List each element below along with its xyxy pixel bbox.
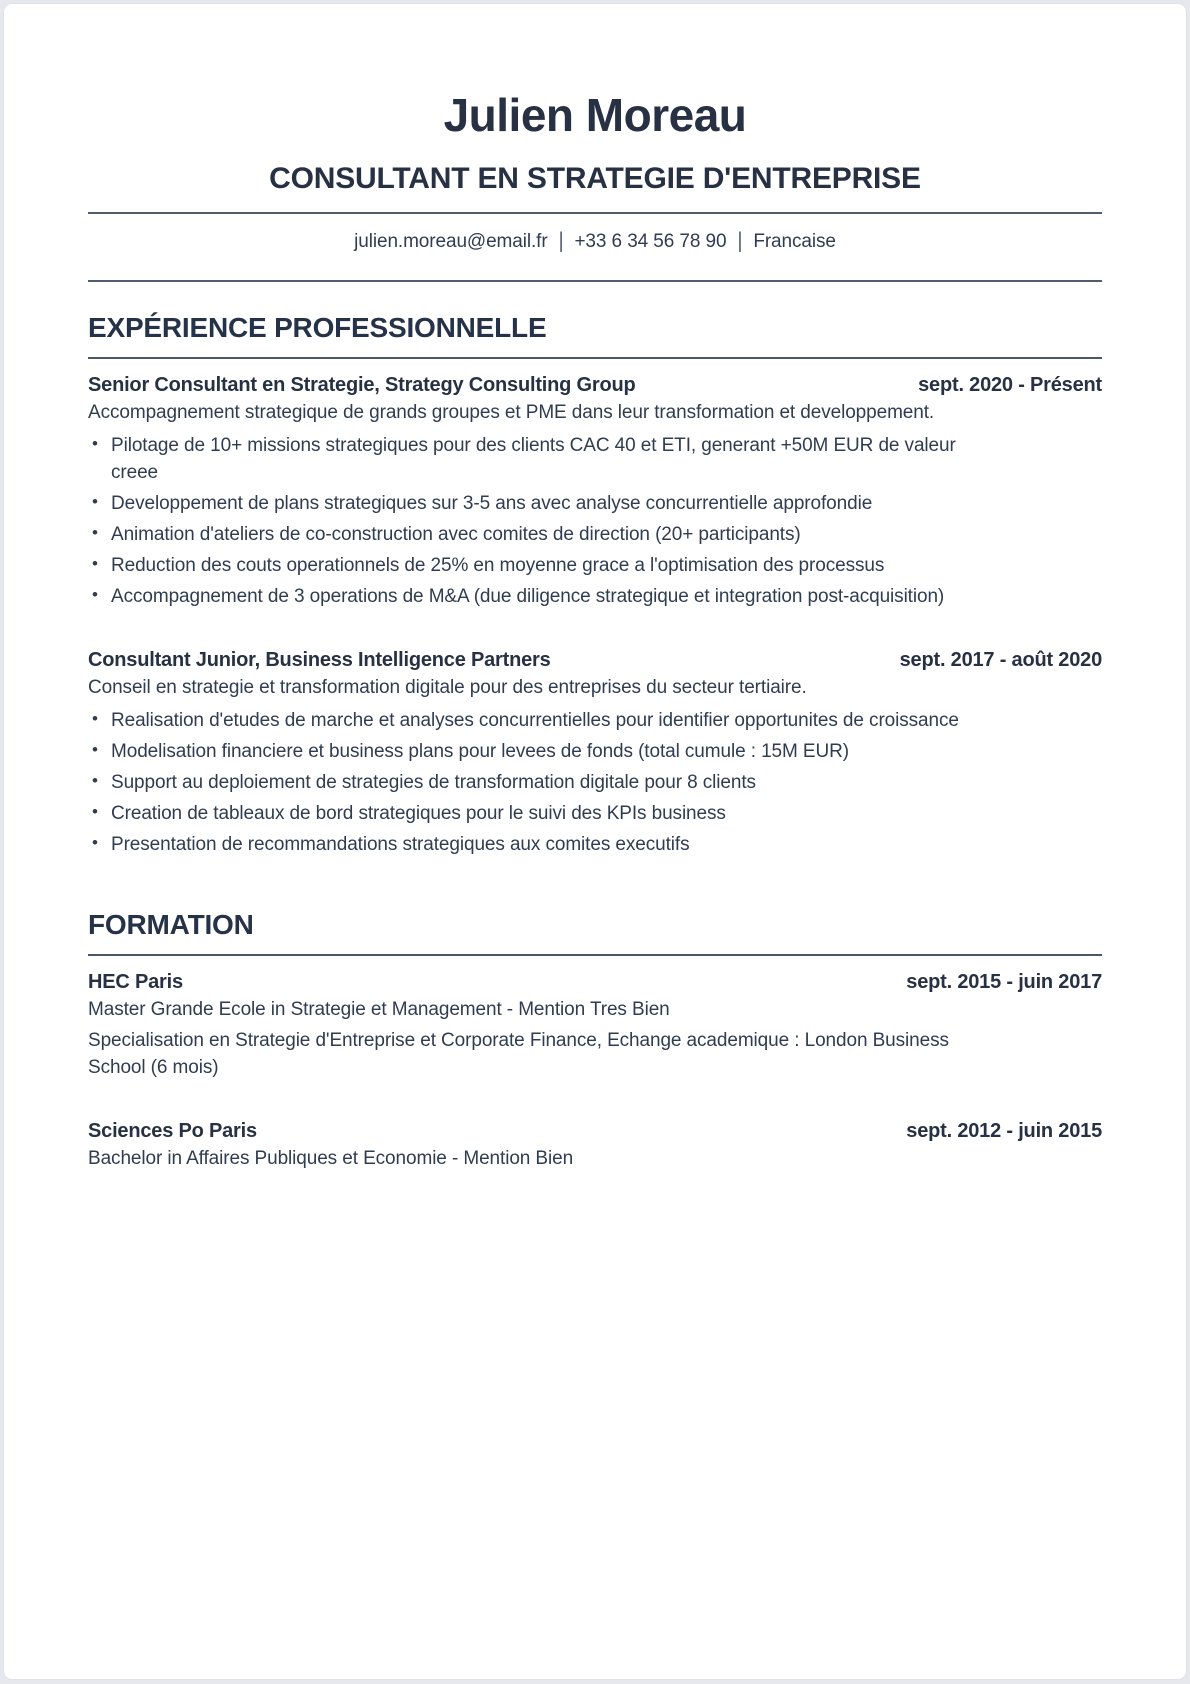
candidate-title: CONSULTANT EN STRATEGIE D'ENTREPRISE xyxy=(269,162,921,195)
job-entry xyxy=(88,371,1102,610)
bullet-text: Pilotage de 10+ missions strategiques pour des clients CAC 40 et ETI, generant +50M EUR de valeur creee xyxy=(111,435,956,483)
school-entry xyxy=(88,1117,1102,1173)
job-bullets xyxy=(88,432,1102,610)
school-entry-head xyxy=(88,968,1102,996)
resume-header xyxy=(88,4,1102,282)
job-summary: Accompagnement strategique de grands groupes et PME dans leur transformation et developpement. xyxy=(88,402,935,423)
school-degree: Bachelor in Affaires Publiques et Economie - Mention Bien xyxy=(88,1148,574,1169)
formation-heading: FORMATION xyxy=(88,909,254,940)
job-entry-head xyxy=(88,371,1102,399)
bullet-dot-icon: • xyxy=(92,709,98,728)
resume-page xyxy=(3,3,1187,1680)
bullet-dot-icon: • xyxy=(92,771,98,790)
bullet-text: Creation de tableaux de bord strategiques pour le suivi des KPIs business xyxy=(111,803,726,824)
job-entry-head xyxy=(88,646,1102,674)
experience-heading: EXPÉRIENCE PROFESSIONNELLE xyxy=(88,312,547,343)
contact-separator: | xyxy=(558,229,564,254)
bullet-item xyxy=(88,831,1102,858)
bullet-text: Support au deploiement de strategies de transformation digitale pour 8 clients xyxy=(111,772,756,793)
bullet-item xyxy=(88,432,998,486)
bullet-text: Modelisation financiere et business plans pour levees de fonds (total cumule : 15M EUR) xyxy=(111,741,849,762)
bullet-dot-icon: • xyxy=(92,492,98,511)
school-entry-head xyxy=(88,1117,1102,1145)
job-summary: Conseil en strategie et transformation digitale pour des entreprises du secteur tertiaire. xyxy=(88,677,807,698)
school-name: HEC Paris xyxy=(88,971,183,993)
bullet-item xyxy=(88,490,1102,517)
contact-separator: | xyxy=(737,229,743,254)
bullet-dot-icon: • xyxy=(92,434,98,453)
school-details: Specialisation en Strategie d'Entreprise et Corporate Finance, Echange academique : London Business School (6 mois) xyxy=(88,1030,949,1078)
bullet-dot-icon: • xyxy=(92,523,98,542)
bullet-item xyxy=(88,552,1102,579)
bullet-text: Accompagnement de 3 operations de M&A (due diligence strategique et integration post-acquisition) xyxy=(111,586,945,607)
bullet-dot-icon: • xyxy=(92,554,98,573)
contact-email: julien.moreau@email.fr xyxy=(354,231,548,252)
bullet-item xyxy=(88,800,1102,827)
bullet-text: Realisation d'etudes de marche et analyses concurrentielles pour identifier opportunites de croissance xyxy=(111,710,959,731)
school-dates: sept. 2015 - juin 2017 xyxy=(906,971,1102,993)
bullet-dot-icon: • xyxy=(92,833,98,852)
school-name: Sciences Po Paris xyxy=(88,1120,257,1142)
bullet-item xyxy=(88,707,1102,734)
bullet-item xyxy=(88,738,1102,765)
school-degree: Master Grande Ecole in Strategie et Management - Mention Tres Bien xyxy=(88,999,670,1020)
bullet-text: Presentation de recommandations strategiques aux comites executifs xyxy=(111,834,690,855)
job-title: Consultant Junior, Business Intelligence Partners xyxy=(88,649,551,671)
contact-phone: +33 6 34 56 78 90 xyxy=(574,231,727,252)
bullet-dot-icon: • xyxy=(92,585,98,604)
contact-nationality: Francaise xyxy=(753,231,836,252)
section-formation xyxy=(88,908,1102,1173)
bullet-item xyxy=(88,521,1102,548)
bullet-dot-icon: • xyxy=(92,740,98,759)
job-dates: sept. 2020 - Présent xyxy=(918,374,1102,396)
bullet-item xyxy=(88,769,1102,796)
bullet-dot-icon: • xyxy=(92,802,98,821)
contact-bar xyxy=(88,228,1102,256)
school-dates: sept. 2012 - juin 2015 xyxy=(906,1120,1102,1142)
experience-heading-rule xyxy=(88,357,1102,359)
job-dates: sept. 2017 - août 2020 xyxy=(899,649,1102,671)
header-divider-top xyxy=(88,212,1102,214)
job-title: Senior Consultant en Strategie, Strategy Consulting Group xyxy=(88,374,636,396)
formation-heading-rule xyxy=(88,954,1102,956)
bullet-text: Reduction des couts operationnels de 25% en moyenne grace a l'optimisation des processus xyxy=(111,555,885,576)
job-entry xyxy=(88,646,1102,858)
section-experience xyxy=(88,311,1102,858)
bullet-text: Developpement de plans strategiques sur 3-5 ans avec analyse concurrentielle approfondie xyxy=(111,493,873,514)
bullet-text: Animation d'ateliers de co-construction avec comites de direction (20+ participants) xyxy=(111,524,801,545)
job-bullets xyxy=(88,707,1102,858)
header-divider-bottom xyxy=(88,280,1102,282)
school-entry xyxy=(88,968,1102,1081)
candidate-name: Julien Moreau xyxy=(443,89,747,141)
bullet-item xyxy=(88,583,1102,610)
